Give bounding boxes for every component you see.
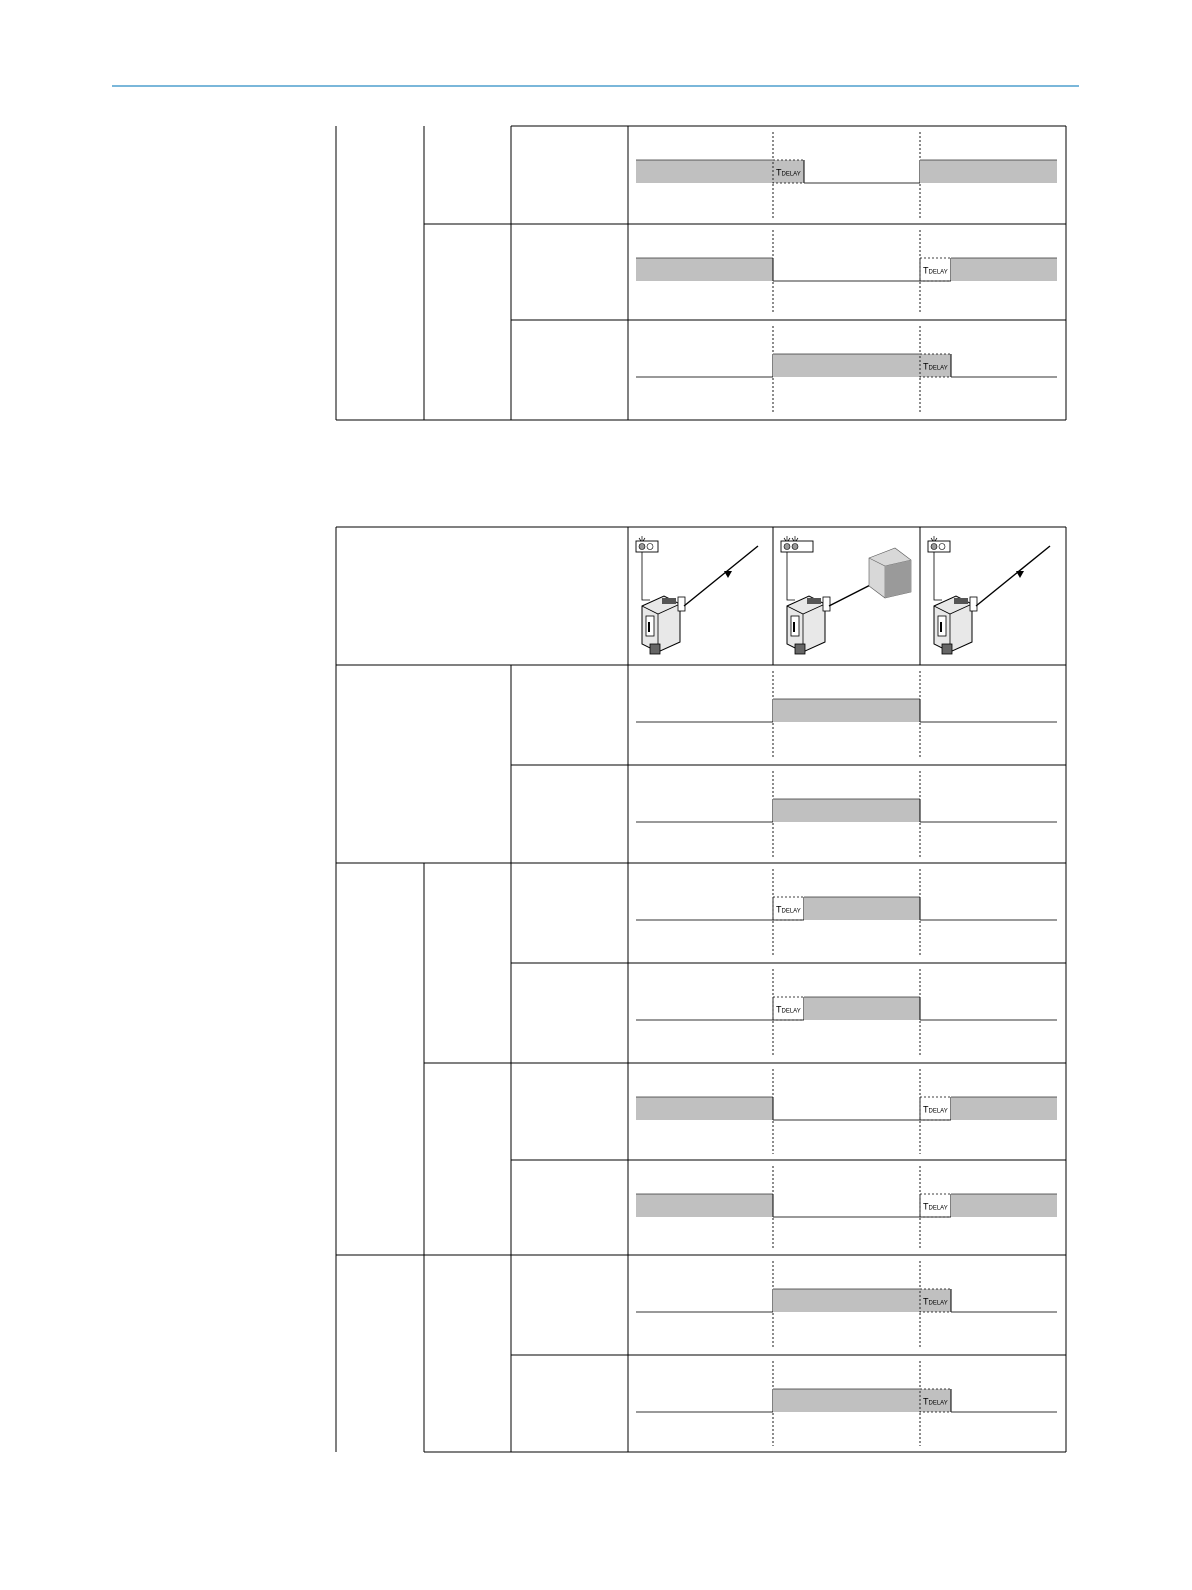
led-icon xyxy=(639,544,645,550)
led-icon xyxy=(647,544,653,550)
timing-row xyxy=(636,132,1057,218)
timing-table-bottom xyxy=(336,527,1066,1452)
photoelectric-sensor-icon xyxy=(928,536,1050,654)
sensor-cap xyxy=(954,598,968,604)
timing-row xyxy=(636,671,1057,759)
tdelay-label: TDELAY xyxy=(923,1105,948,1115)
signal-high-segment xyxy=(636,1097,773,1120)
signal-high-segment xyxy=(773,354,920,377)
light-rays-icon xyxy=(639,536,645,541)
signal-high-segment xyxy=(636,160,773,183)
signal-high-segment xyxy=(951,1194,1057,1217)
signal-high-segment xyxy=(920,160,1057,183)
tdelay-label: TDELAY xyxy=(923,1297,948,1307)
signal-high-segment xyxy=(773,1289,920,1312)
sensor-mark xyxy=(648,622,650,632)
signal-high-segment xyxy=(951,1097,1057,1120)
signal-high-segment xyxy=(804,897,920,920)
light-beam xyxy=(684,546,758,606)
signal-high-segment xyxy=(636,258,773,281)
timing-row xyxy=(636,326,1057,414)
tdelay-label: TDELAY xyxy=(923,266,948,276)
tdelay-label: TDELAY xyxy=(776,168,801,178)
sensor-mark xyxy=(793,622,795,632)
sensor-connector xyxy=(795,644,805,654)
timing-row xyxy=(636,969,1057,1057)
beam-arrow-icon xyxy=(1016,571,1024,578)
sensor-cap xyxy=(807,598,821,604)
signal-high-segment xyxy=(773,799,920,822)
timing-row xyxy=(636,1361,1057,1446)
sensor-mark xyxy=(940,622,942,632)
led-icon xyxy=(784,544,790,550)
tdelay-label: TDELAY xyxy=(776,1005,801,1015)
sensor-lens xyxy=(823,597,830,611)
timing-row xyxy=(636,230,1057,314)
signal-high-segment xyxy=(773,1389,920,1412)
sensor-connector xyxy=(942,644,952,654)
leader-line xyxy=(934,552,942,600)
timing-table-top xyxy=(336,126,1066,420)
beam-arrow-icon xyxy=(724,571,732,578)
timing-row xyxy=(636,1261,1057,1349)
led-icon xyxy=(939,544,945,550)
light-rays-icon xyxy=(784,536,790,541)
object-box-shade xyxy=(885,560,911,598)
sensor-cap xyxy=(662,598,676,604)
timing-row xyxy=(636,1069,1057,1154)
led-icon xyxy=(792,544,798,550)
sensor-lens xyxy=(970,597,977,611)
photoelectric-sensor-icon xyxy=(636,536,758,654)
sensor-lens xyxy=(678,597,685,611)
light-beam xyxy=(976,546,1050,606)
leader-line xyxy=(787,552,795,600)
signal-high-segment xyxy=(951,258,1057,281)
leader-line xyxy=(642,552,650,600)
signal-high-segment xyxy=(804,997,920,1020)
led-icon xyxy=(931,544,937,550)
photoelectric-sensor-icon xyxy=(781,536,911,654)
timing-row xyxy=(636,771,1057,857)
signal-high-segment xyxy=(636,1194,773,1217)
timing-row xyxy=(636,869,1057,957)
signal-high-segment xyxy=(773,699,920,722)
light-rays-icon xyxy=(931,536,937,541)
light-rays-icon xyxy=(792,536,798,541)
sensor-connector xyxy=(650,644,660,654)
tdelay-label: TDELAY xyxy=(776,905,801,915)
timing-row xyxy=(636,1166,1057,1249)
tdelay-label: TDELAY xyxy=(923,1397,948,1407)
tdelay-label: TDELAY xyxy=(923,1202,948,1212)
tdelay-label: TDELAY xyxy=(923,362,948,372)
